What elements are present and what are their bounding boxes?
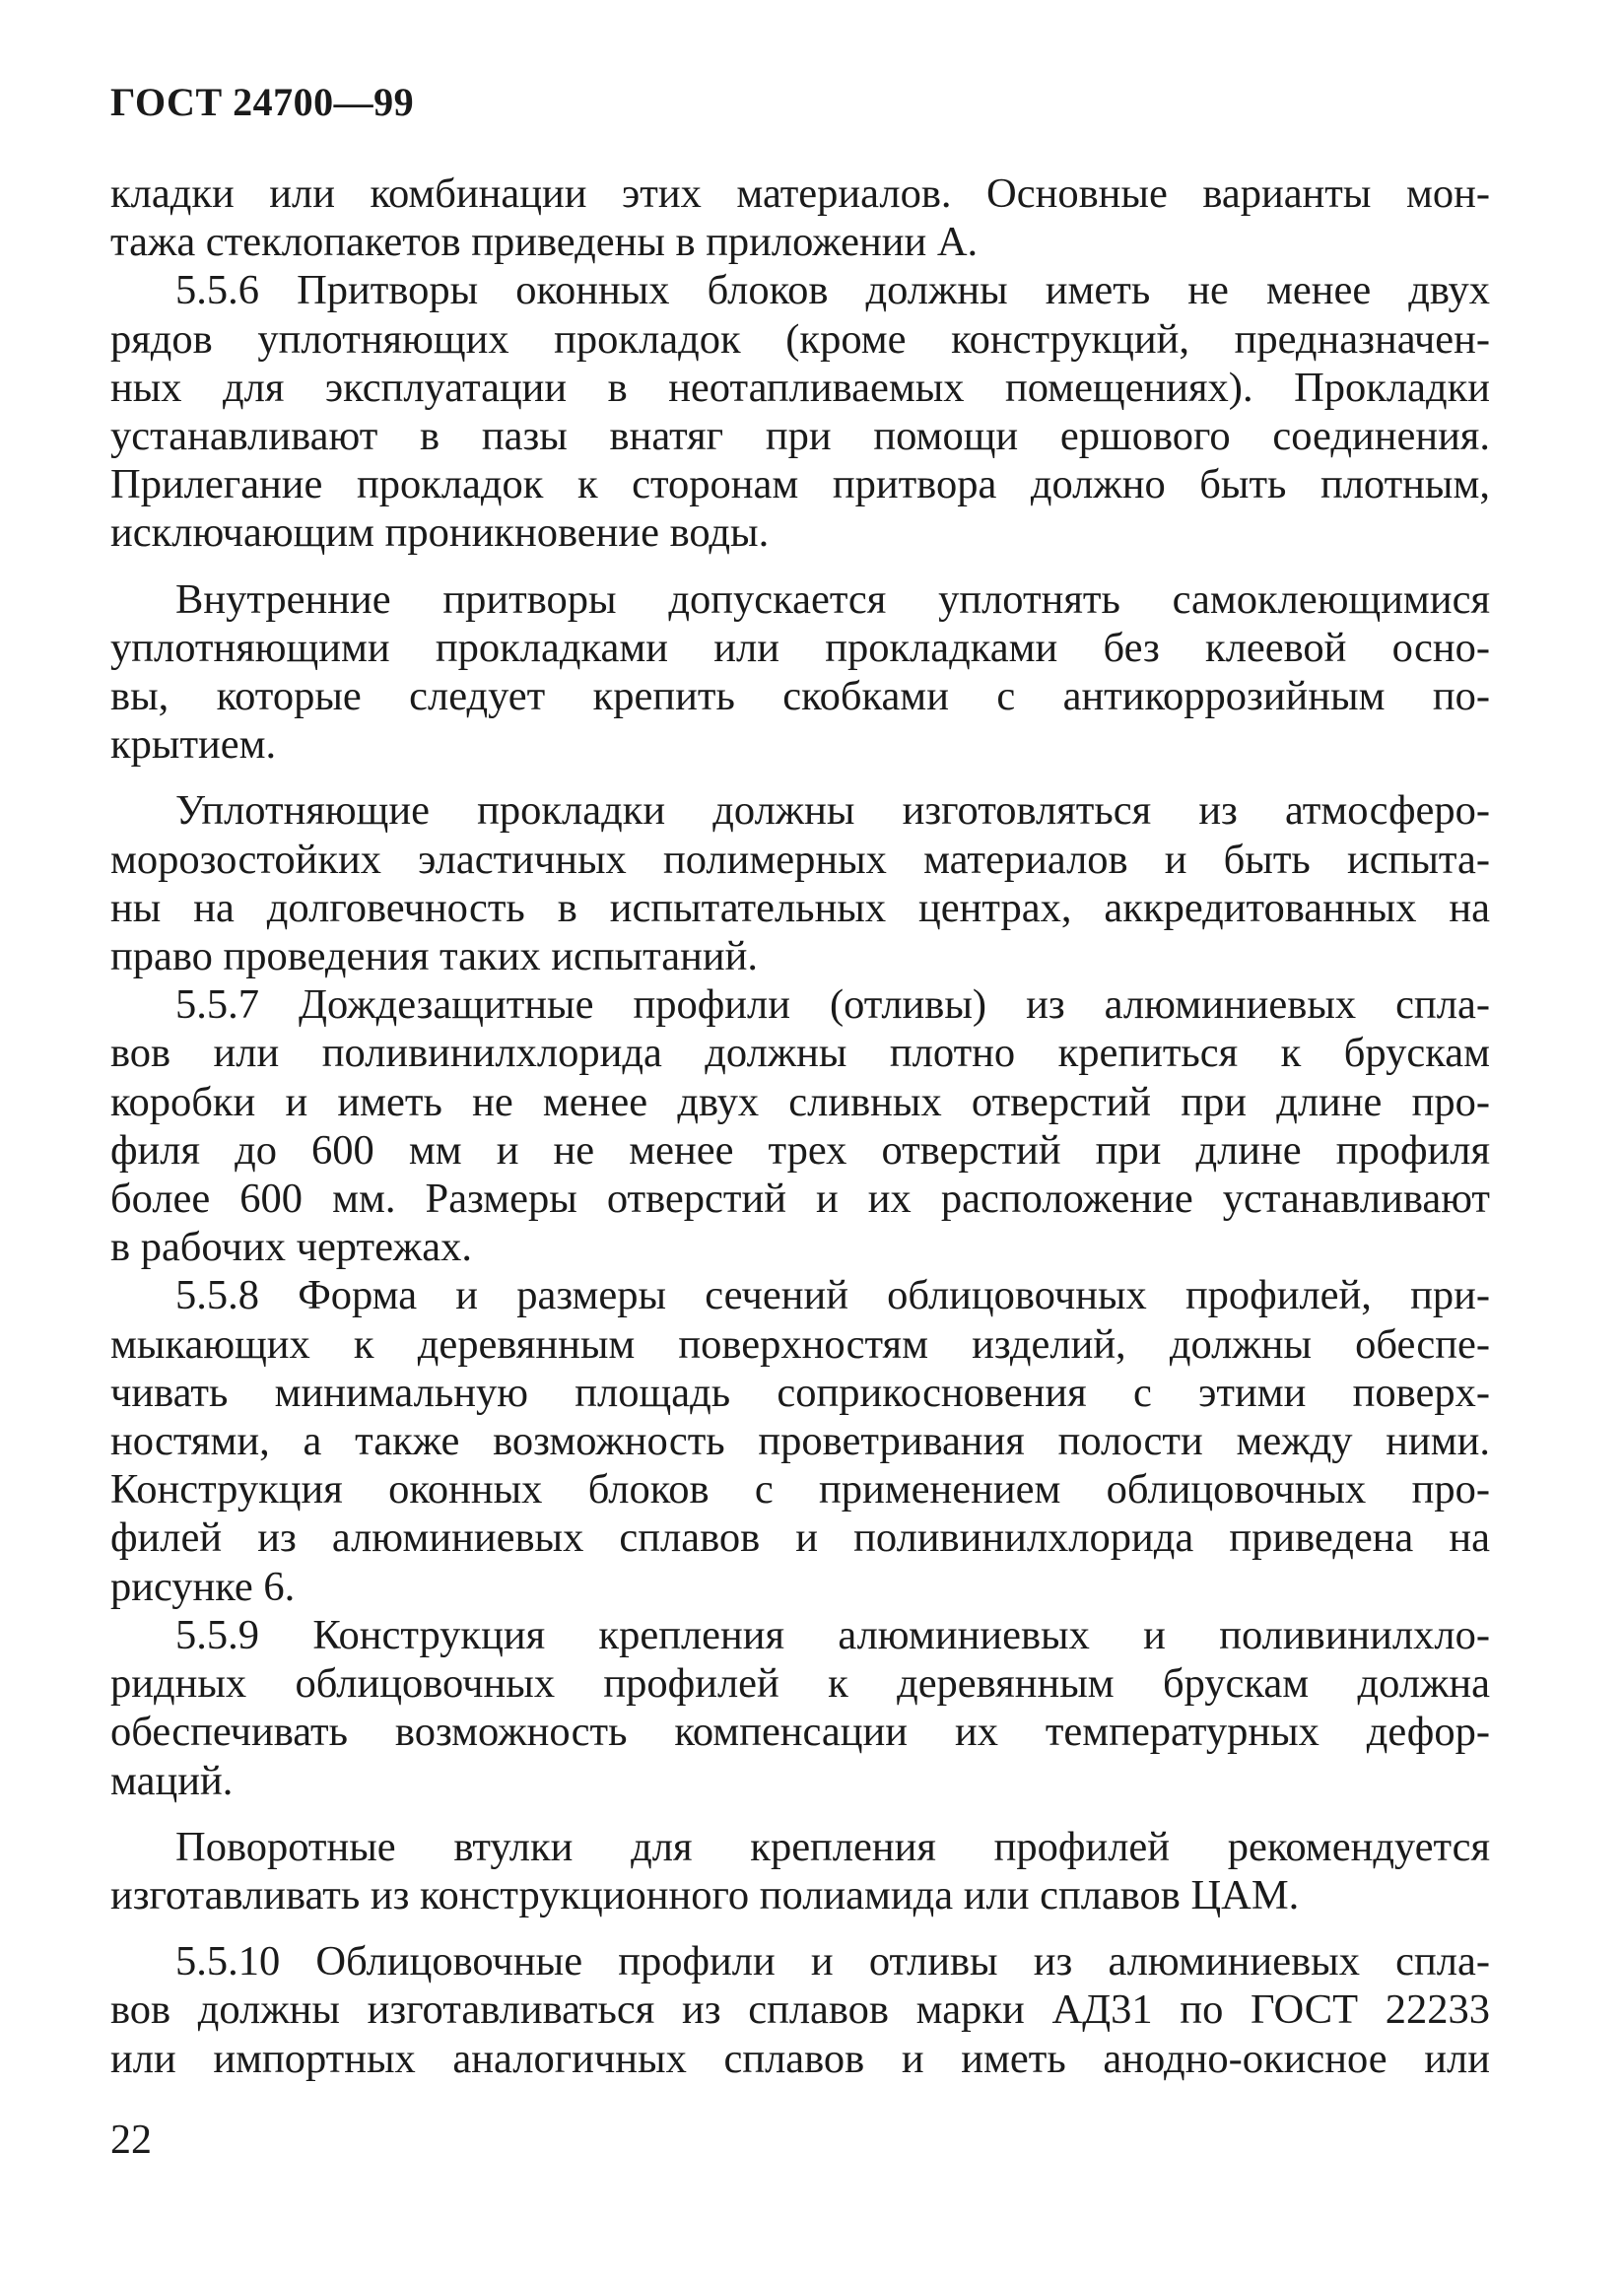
text-line: Уплотняющие прокладки должны изготовляться из атмосферо- (175, 787, 1490, 835)
text-line: ных для эксплуатации в неотапливаемых помещениях). Прокладки (110, 364, 1490, 411)
text-line: ридных облицовочных профилей к деревянным брускам должна (110, 1660, 1490, 1708)
text-line: рядов уплотняющих прокладок (кроме конструкций, предназначен- (110, 315, 1490, 363)
text-line: 5.5.10 Облицовочные профили и отливы из алюминиевых спла- (175, 1938, 1490, 1985)
text-line: филя до 600 мм и не менее трех отверстий при длине профиля (110, 1126, 1490, 1174)
text-line: маций. (110, 1757, 234, 1804)
text-line: Прилегание прокладок к сторонам притвора должно быть плотным, (110, 461, 1490, 508)
paragraph-5-5-8 (110, 1271, 1490, 1610)
text-line: 5.5.9 Конструкция крепления алюминиевых и поливинилхло- (175, 1611, 1490, 1658)
paragraph-inner-rebates (110, 575, 1490, 770)
paragraph-5-5-10 (110, 1937, 1490, 2083)
text-line: изготавливать из конструкционного полиамида или сплавов ЦАМ. (110, 1871, 1300, 1918)
text-line: вов или поливинилхлорида должны плотно крепиться к брускам (110, 1030, 1490, 1077)
text-line: более 600 мм. Размеры отверстий и их расположение устанавливают (110, 1176, 1490, 1223)
text-line: ны на долговечность в испытательных центрах, аккредитованных на (110, 884, 1490, 931)
text-line: рисунке 6. (110, 1563, 296, 1610)
text-line: Конструкция оконных блоков с применением облицовочных про- (110, 1466, 1490, 1513)
text-line: 5.5.8 Форма и размеры сечений облицовочных профилей, при- (175, 1272, 1490, 1319)
paragraph-5-5-9 (110, 1611, 1490, 1805)
text-line: ностями, а также возможность проветривания полости между ними. (110, 1418, 1490, 1465)
text-line: чивать минимальную площадь соприкосновения с этими поверх- (110, 1369, 1490, 1416)
text-line: вы, которые следует крепить скобками с антикоррозийным по- (110, 673, 1490, 720)
paragraph-continuation (110, 169, 1490, 266)
text-line: морозостойких эластичных полимерных материалов и быть испыта- (110, 836, 1490, 883)
text-line: в рабочих чертежах. (110, 1224, 473, 1271)
text-line: вов должны изготавливаться из сплавов марки АД31 по ГОСТ 22233 (110, 1986, 1490, 2034)
text-line: тажа стеклопакетов приведены в приложении А. (110, 219, 979, 266)
text-line: уплотняющими прокладками или прокладками без клеевой осно- (110, 624, 1490, 671)
text-line: кладки или комбинации этих материалов. Основные варианты мон- (110, 170, 1490, 217)
text-line: 5.5.6 Притворы оконных блоков должны иметь не менее двух (175, 267, 1490, 314)
text-line: мыкающих к деревянным поверхностям изделий, должны обеспе- (110, 1320, 1490, 1368)
text-line: право проведения таких испытаний. (110, 933, 758, 980)
paragraph-5-5-6 (110, 266, 1490, 557)
text-line: исключающим проникновение воды. (110, 509, 770, 557)
text-line: 5.5.7 Дождезащитные профили (отливы) из алюминиевых спла- (175, 981, 1490, 1029)
text-line: филей из алюминиевых сплавов и поливинилхлорида приведена на (110, 1514, 1490, 1562)
page-number: 22 (110, 2118, 152, 2163)
body-text (110, 169, 1490, 2083)
paragraph-bushings (110, 1823, 1490, 1919)
paragraph-5-5-7 (110, 980, 1490, 1271)
running-head: ГОСТ 24700—99 (110, 80, 415, 124)
text-line: или импортных аналогичных сплавов и иметь анодно-окисное или (110, 2035, 1490, 2082)
paragraph-gaskets (110, 786, 1490, 980)
text-line: коробки и иметь не менее двух сливных отверстий при длине про- (110, 1078, 1490, 1125)
text-line: крытием. (110, 721, 277, 769)
text-line: обеспечивать возможность компенсации их температурных дефор- (110, 1709, 1490, 1756)
text-line: устанавливают в пазы внатяг при помощи ершового соединения. (110, 413, 1490, 460)
text-line: Поворотные втулки для крепления профилей рекомендуется (175, 1823, 1490, 1870)
text-line: Внутренние притворы допускается уплотнять самоклеющимися (175, 575, 1490, 623)
